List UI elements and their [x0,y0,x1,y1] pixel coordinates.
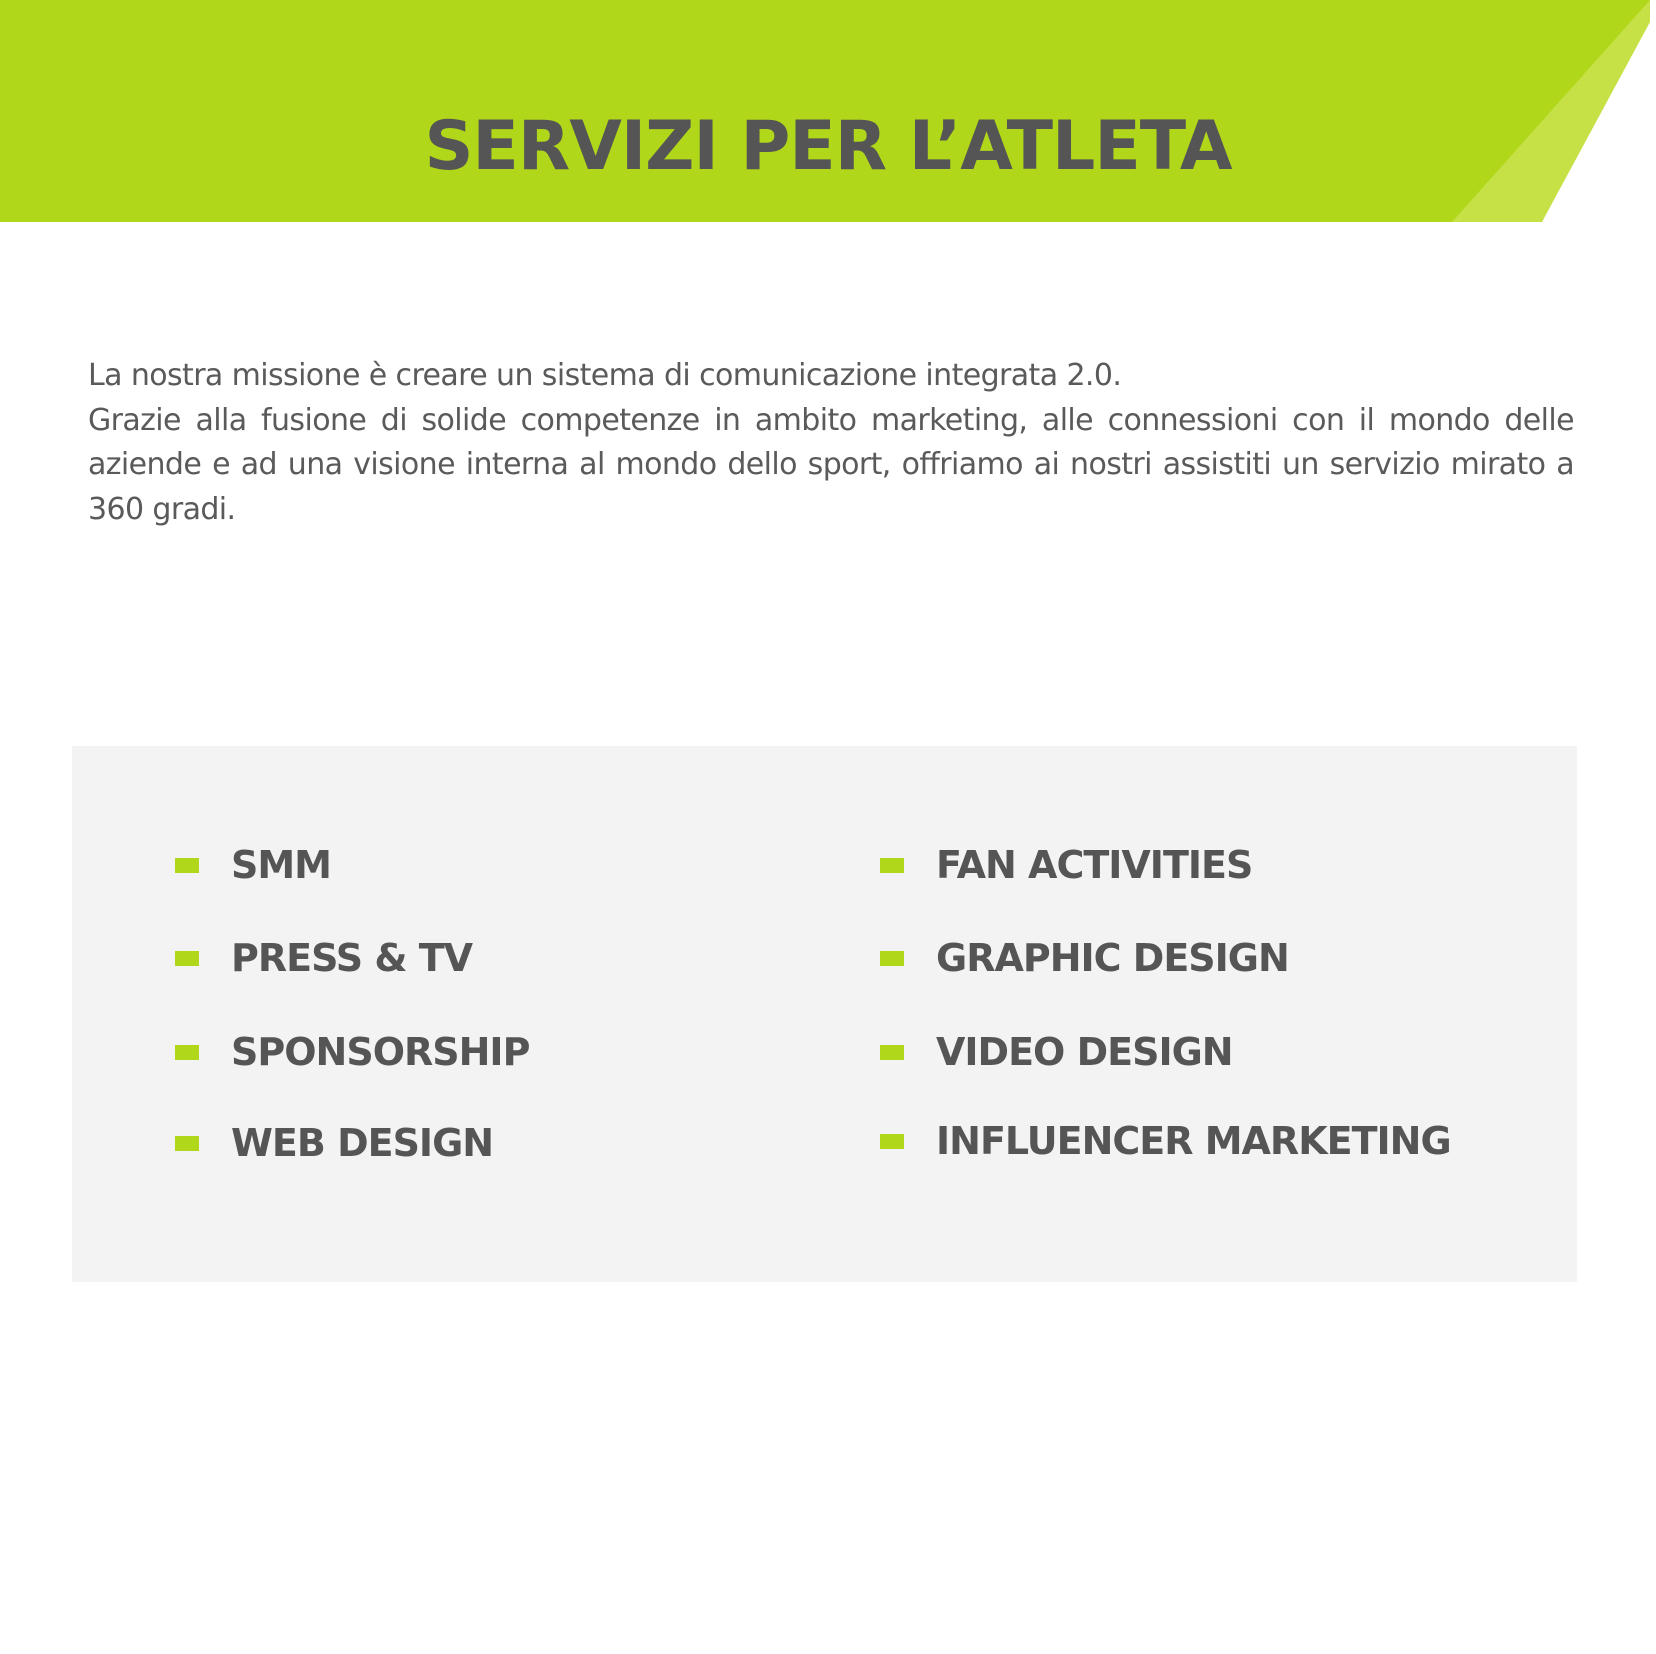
service-label: SPONSORSHIP [231,1030,530,1074]
bullet-icon [175,1045,199,1060]
services-panel [72,746,1577,1282]
service-item-sponsorship [175,1027,529,1077]
intro-text [88,354,1574,532]
service-label: VIDEO DESIGN [936,1030,1233,1074]
bullet-icon [880,1045,904,1060]
header-banner [0,0,1656,222]
service-item-press-tv [175,933,472,983]
bullet-icon [175,1136,199,1151]
service-label: FAN ACTIVITIES [936,843,1253,887]
service-item-smm [175,840,331,890]
bullet-icon [880,858,904,873]
service-label: GRAPHIC DESIGN [936,936,1289,980]
service-item-graphic-design [880,933,1289,983]
page-title: SERVIZI PER L’ATLETA [424,107,1232,186]
service-item-video-design [880,1027,1233,1077]
bullet-icon [175,951,199,966]
bullet-icon [175,858,199,873]
bullet-icon [880,951,904,966]
service-label: WEB DESIGN [231,1121,494,1165]
service-label: PRESS & TV [231,936,473,980]
service-item-web-design [175,1118,493,1168]
service-label: INFLUENCER MARKETING [936,1119,1451,1163]
intro-paragraph-2: Grazie alla fusione di solide competenze in ambito marketing, alle connessioni con il mondo delle aziende e ad una visione interna al mondo dello sport, offriamo ai nostri assistiti un servizio mirato a 360 gradi. [88,402,1574,527]
service-label: SMM [231,843,331,887]
bullet-icon [880,1134,904,1149]
service-item-influencer-marketing [880,1116,1451,1166]
service-item-fan-activities [880,840,1252,890]
intro-line-1: La nostra missione è creare un sistema di comunicazione integrata 2.0. [88,358,1122,393]
